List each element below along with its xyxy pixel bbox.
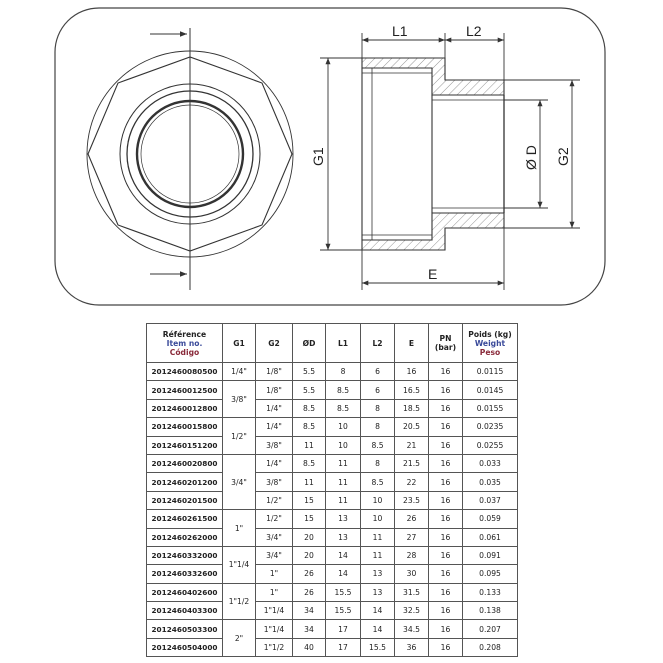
table-row: [147, 363, 518, 381]
header-e: E: [395, 324, 429, 363]
cell-reference: 2012460332600: [147, 565, 223, 583]
cell-weight: 0.095: [463, 565, 518, 583]
label-g1: G1: [310, 147, 326, 166]
cell-weight: 0.0155: [463, 399, 518, 417]
cell-reference: 2012460403300: [147, 602, 223, 620]
table-header-row: [147, 324, 518, 363]
cell-l1: 10: [326, 436, 361, 454]
cell-pn: 16: [429, 546, 463, 564]
dimension-lines: [320, 33, 580, 290]
cell-g2: 1/2": [256, 510, 293, 528]
cell-l1: 11: [326, 491, 361, 509]
header-od: ØD: [293, 324, 326, 363]
cell-od: 15: [293, 510, 326, 528]
cell-e: 16: [395, 363, 429, 381]
cell-l2: 13: [361, 583, 395, 601]
cell-g2: 1"1/4: [256, 602, 293, 620]
cell-l2: 11: [361, 546, 395, 564]
cell-g1: 1"1/4: [223, 546, 256, 583]
cell-e: 21: [395, 436, 429, 454]
cell-l2: 14: [361, 602, 395, 620]
cell-pn: 16: [429, 436, 463, 454]
cell-od: 5.5: [293, 381, 326, 399]
label-l1: L1: [392, 23, 408, 39]
spec-table: [146, 323, 518, 657]
front-view-arrows: [150, 28, 190, 290]
cell-g1: 3/8": [223, 381, 256, 418]
cell-reference: 2012460201500: [147, 491, 223, 509]
cell-weight: 0.0255: [463, 436, 518, 454]
cell-l2: 10: [361, 510, 395, 528]
cell-pn: 16: [429, 510, 463, 528]
cell-g1: 1/2": [223, 418, 256, 455]
cell-od: 5.5: [293, 363, 326, 381]
cell-g2: 1/4": [256, 454, 293, 472]
cell-g2: 3/8": [256, 436, 293, 454]
cell-reference: 2012460151200: [147, 436, 223, 454]
table-row: [147, 436, 518, 454]
cell-l1: 14: [326, 546, 361, 564]
cell-l2: 10: [361, 491, 395, 509]
cell-weight: 0.0145: [463, 381, 518, 399]
cell-reference: 2012460332000: [147, 546, 223, 564]
cell-l1: 14: [326, 565, 361, 583]
label-d: Ø D: [523, 145, 539, 170]
cell-l1: 17: [326, 638, 361, 656]
cell-od: 20: [293, 546, 326, 564]
cell-pn: 16: [429, 363, 463, 381]
cell-weight: 0.035: [463, 473, 518, 491]
cell-od: 40: [293, 638, 326, 656]
cell-od: 8.5: [293, 399, 326, 417]
cell-od: 26: [293, 583, 326, 601]
cell-l1: 15.5: [326, 583, 361, 601]
cell-pn: 16: [429, 399, 463, 417]
cell-l2: 6: [361, 381, 395, 399]
table-row: [147, 491, 518, 509]
cell-pn: 16: [429, 602, 463, 620]
cell-pn: 16: [429, 473, 463, 491]
table-row: [147, 473, 518, 491]
cell-reference: 2012460261500: [147, 510, 223, 528]
cell-reference: 2012460503300: [147, 620, 223, 638]
cell-od: 8.5: [293, 454, 326, 472]
cell-reference: 2012460201200: [147, 473, 223, 491]
cell-g1: 2": [223, 620, 256, 657]
cell-l1: 8: [326, 363, 361, 381]
cell-weight: 0.091: [463, 546, 518, 564]
cell-od: 11: [293, 436, 326, 454]
cell-g2: 1"1/4: [256, 620, 293, 638]
label-l2: L2: [466, 23, 482, 39]
cell-l1: 11: [326, 473, 361, 491]
cell-l2: 14: [361, 620, 395, 638]
cell-pn: 16: [429, 638, 463, 656]
table-row: [147, 565, 518, 583]
cell-l2: 6: [361, 363, 395, 381]
cell-e: 26: [395, 510, 429, 528]
cell-pn: 16: [429, 491, 463, 509]
cell-od: 11: [293, 473, 326, 491]
table-row: [147, 381, 518, 399]
table-row: [147, 454, 518, 472]
cell-g1: 3/4": [223, 454, 256, 509]
cell-g2: 3/8": [256, 473, 293, 491]
cell-g2: 1/4": [256, 418, 293, 436]
table-row: [147, 583, 518, 601]
cell-weight: 0.033: [463, 454, 518, 472]
cell-g2: 1/8": [256, 381, 293, 399]
cell-od: 20: [293, 528, 326, 546]
cell-g1: 1"1/2: [223, 583, 256, 620]
table-row: [147, 620, 518, 638]
cell-pn: 16: [429, 418, 463, 436]
cell-pn: 16: [429, 583, 463, 601]
cell-g2: 3/4": [256, 546, 293, 564]
cell-e: 30: [395, 565, 429, 583]
cell-reference: 2012460262000: [147, 528, 223, 546]
cell-l1: 10: [326, 418, 361, 436]
header-pn: PN (bar): [429, 324, 463, 363]
cell-e: 28: [395, 546, 429, 564]
cell-reference: 2012460504000: [147, 638, 223, 656]
cell-l1: 13: [326, 510, 361, 528]
header-g1: G1: [223, 324, 256, 363]
cell-e: 22: [395, 473, 429, 491]
cell-reference: 2012460012800: [147, 399, 223, 417]
cell-weight: 0.138: [463, 602, 518, 620]
table-row: [147, 638, 518, 656]
cell-od: 34: [293, 620, 326, 638]
cell-g2: 1/8": [256, 363, 293, 381]
cell-g1: 1": [223, 510, 256, 547]
cell-e: 23.5: [395, 491, 429, 509]
cell-l1: 13: [326, 528, 361, 546]
cell-pn: 16: [429, 381, 463, 399]
table-row: [147, 418, 518, 436]
cell-g2: 1": [256, 565, 293, 583]
cell-l2: 8: [361, 418, 395, 436]
top-wall-section: [362, 58, 504, 95]
cell-e: 31.5: [395, 583, 429, 601]
cell-weight: 0.061: [463, 528, 518, 546]
header-l1: L1: [326, 324, 361, 363]
cell-e: 16.5: [395, 381, 429, 399]
bottom-wall-section: [362, 213, 504, 250]
cell-reference: 2012460020800: [147, 454, 223, 472]
cell-l2: 8: [361, 399, 395, 417]
cell-od: 15: [293, 491, 326, 509]
cell-g2: 1"1/2: [256, 638, 293, 656]
cell-e: 27: [395, 528, 429, 546]
cell-weight: 0.0115: [463, 363, 518, 381]
cell-e: 18.5: [395, 399, 429, 417]
cell-reference: 2012460402600: [147, 583, 223, 601]
cell-pn: 16: [429, 620, 463, 638]
cell-l1: 11: [326, 454, 361, 472]
cell-l2: 8.5: [361, 473, 395, 491]
table-row: [147, 602, 518, 620]
cell-g2: 3/4": [256, 528, 293, 546]
cell-weight: 0.037: [463, 491, 518, 509]
cell-l1: 15.5: [326, 602, 361, 620]
cell-od: 8.5: [293, 418, 326, 436]
cell-l2: 8: [361, 454, 395, 472]
section-view: [362, 58, 504, 250]
header-weight: Poids (kg) Weight Peso: [463, 324, 518, 363]
cell-weight: 0.0235: [463, 418, 518, 436]
cell-g1: 1/4": [223, 363, 256, 381]
header-reference: Référence Item no. Código: [147, 324, 223, 363]
cell-weight: 0.059: [463, 510, 518, 528]
table-row: [147, 528, 518, 546]
cell-pn: 16: [429, 565, 463, 583]
header-g2: G2: [256, 324, 293, 363]
cell-e: 36: [395, 638, 429, 656]
cell-e: 21.5: [395, 454, 429, 472]
cell-l2: 13: [361, 565, 395, 583]
technical-drawing: [0, 0, 663, 310]
table-row: [147, 510, 518, 528]
table-row: [147, 399, 518, 417]
cell-od: 26: [293, 565, 326, 583]
cell-reference: 2012460012500: [147, 381, 223, 399]
cell-pn: 16: [429, 454, 463, 472]
cell-g2: 1/2": [256, 491, 293, 509]
cell-l2: 8.5: [361, 436, 395, 454]
cell-reference: 2012460015800: [147, 418, 223, 436]
cell-e: 32.5: [395, 602, 429, 620]
cell-g2: 1/4": [256, 399, 293, 417]
cell-weight: 0.133: [463, 583, 518, 601]
table-row: [147, 546, 518, 564]
cell-od: 34: [293, 602, 326, 620]
cell-l1: 17: [326, 620, 361, 638]
cell-weight: 0.208: [463, 638, 518, 656]
cell-g2: 1": [256, 583, 293, 601]
cell-e: 34.5: [395, 620, 429, 638]
label-g2: G2: [555, 147, 571, 166]
cell-pn: 16: [429, 528, 463, 546]
header-l2: L2: [361, 324, 395, 363]
cell-weight: 0.207: [463, 620, 518, 638]
label-e: E: [428, 266, 438, 282]
cell-e: 20.5: [395, 418, 429, 436]
cell-reference: 2012460080500: [147, 363, 223, 381]
cell-l1: 8.5: [326, 381, 361, 399]
cell-l2: 11: [361, 528, 395, 546]
table-body: [147, 363, 518, 657]
cell-l1: 8.5: [326, 399, 361, 417]
cell-l2: 15.5: [361, 638, 395, 656]
